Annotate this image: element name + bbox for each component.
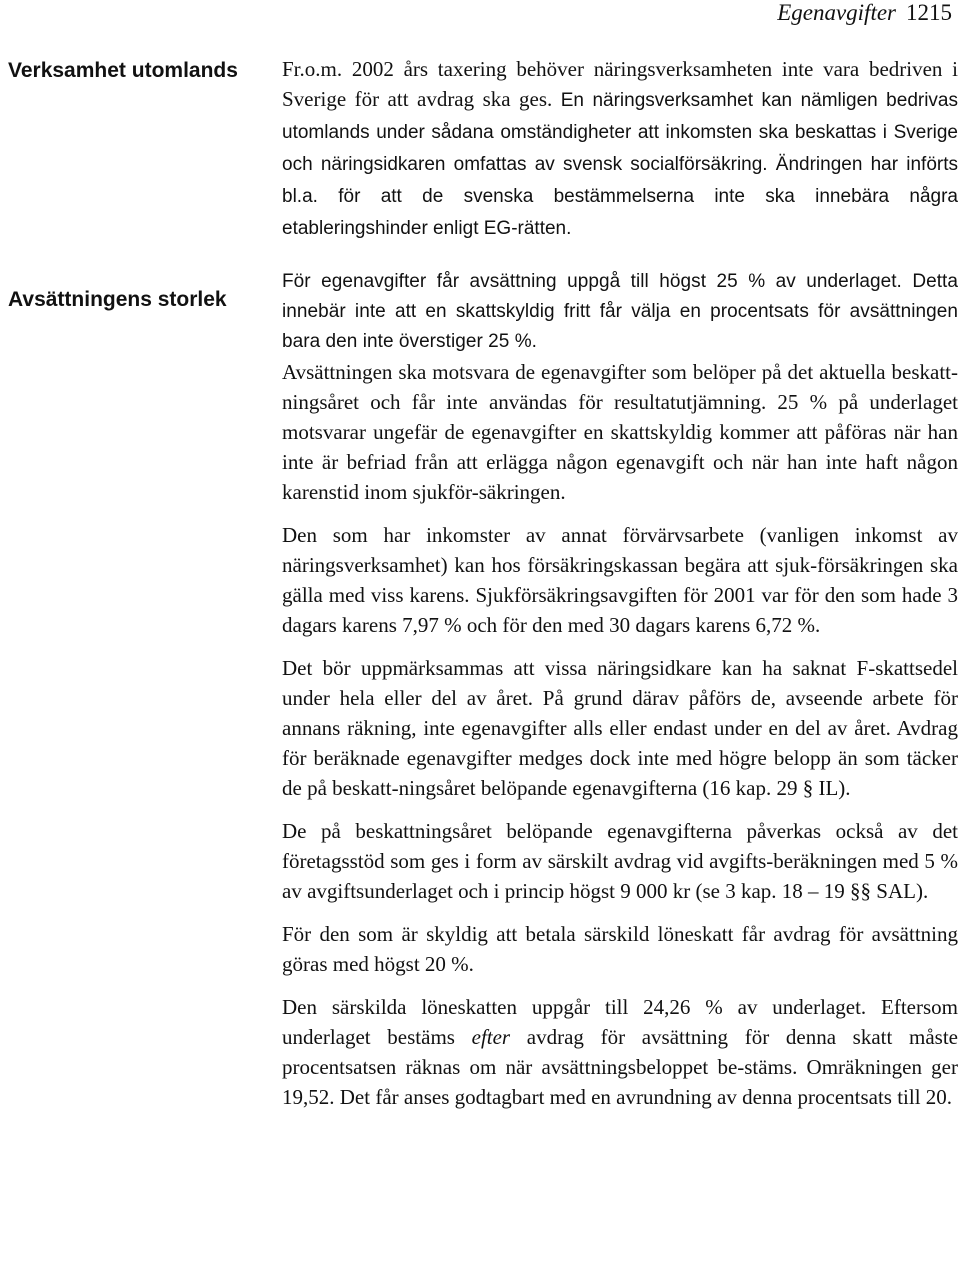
paragraph-avsattning-sans: För egenavgifter får avsättning uppgå till högst 25 % av underlaget. Detta innebär inte att en skattskyldig fritt får välja en procentsats för avsättningen bara den inte överstiger 25 %.: [282, 271, 958, 352]
paragraph-7-text-b: avdrag för avsättning för denna skatt måste procentsatsen räknas om när avsättningsbeloppet be-stäms. Omräkningen ger 19,52. Det får anses godtagbart med en avrundning av denna procentsats till 20.: [282, 1025, 958, 1109]
paragraph-avsattning-serif: Avsättningen ska motsvara de egenavgifter som belöper på det aktuella beskatt-ningsåret och får inte användas för resultatutjämning. 25 % på underlaget motsvarar ungefär de egenavgifter en skattskyldig kommer att påföras när han inte är befriad från att erlägga någon egenavgift och när han inte haft någon karenstid inom sjukför-säkringen.: [282, 360, 958, 504]
paragraph-f-skattsedel: Det bör uppmärksammas att vissa näringsidkare kan ha saknat F-skattsedel under hela eller del av året. På grund därav påförs de, avseende arbete för annans räkning, inte egenavgifter alls eller endast under en del av året. Avdrag för beräknade egenavgifter medges dock inte med högre belopp än som täcker de på beskatt-ningsåret belöpande egenavgifterna (16 kap. 29 § IL).: [282, 656, 958, 800]
paragraph-omrakning: [282, 992, 958, 1112]
body-text: [282, 54, 958, 1125]
paragraph-sjukforsakring: Den som har inkomster av annat förvärvsarbete (vanligen inkomst av näringsverksamhet) kan hos försäkringskassan begära att sjuk-försäkringen ska gälla med viss karens. Sjukförsäkringsavgiften för 2001 var för den som hade 3 dagars karens 7,97 % och för den med 30 dagars karens 6,72 %.: [282, 523, 958, 637]
page-number: 1215: [906, 0, 952, 25]
paragraph-verksamhet-utomlands: [282, 54, 958, 244]
paragraph-1-serif-text: Fr.o.m. 2002 års taxering behöver näringsverksamheten inte vara bedriven i Sverige för att avdrag ska ges.: [282, 57, 958, 111]
margin-heading-verksamhet-utomlands: Verksamhet utomlands: [8, 59, 238, 82]
paragraph-sarskild-loneskatt: För den som är skyldig att betala särskild löneskatt får avdrag för avsättning göras med högst 20 %.: [282, 922, 958, 976]
running-header: [777, 0, 952, 26]
emphasis-efter: efter: [471, 1025, 511, 1049]
paragraph-foretagsstod: De på beskattningsåret belöpande egenavgifterna påverkas också av det företagsstöd som ges i form av särskilt avdrag vid avgifts-beräkningen med 5 % av avgiftsunderlaget och i princip högst 9 000 kr (se 3 kap. 18 – 19 §§ SAL).: [282, 819, 958, 903]
paragraph-7-text-a: Den särskilda löneskatten uppgår till 24,26 % av underlaget. Eftersom underlaget bestäms: [282, 995, 958, 1049]
section-title: Egenavgifter: [777, 0, 896, 25]
paragraph-1-sans-text: En näringsverksamhet kan nämligen bedrivas utomlands under sådana omständigheter att inkomsten ska beskattas i Sverige och näringsidkaren omfattas av svensk socialförsäkring. Ändringen har införts bl.a. för att de svenska bestämmelserna inte ska innebära några etableringshinder enligt EG-rätten.: [282, 90, 959, 239]
margin-heading-avsattningens-storlek: Avsättningens storlek: [8, 288, 227, 311]
